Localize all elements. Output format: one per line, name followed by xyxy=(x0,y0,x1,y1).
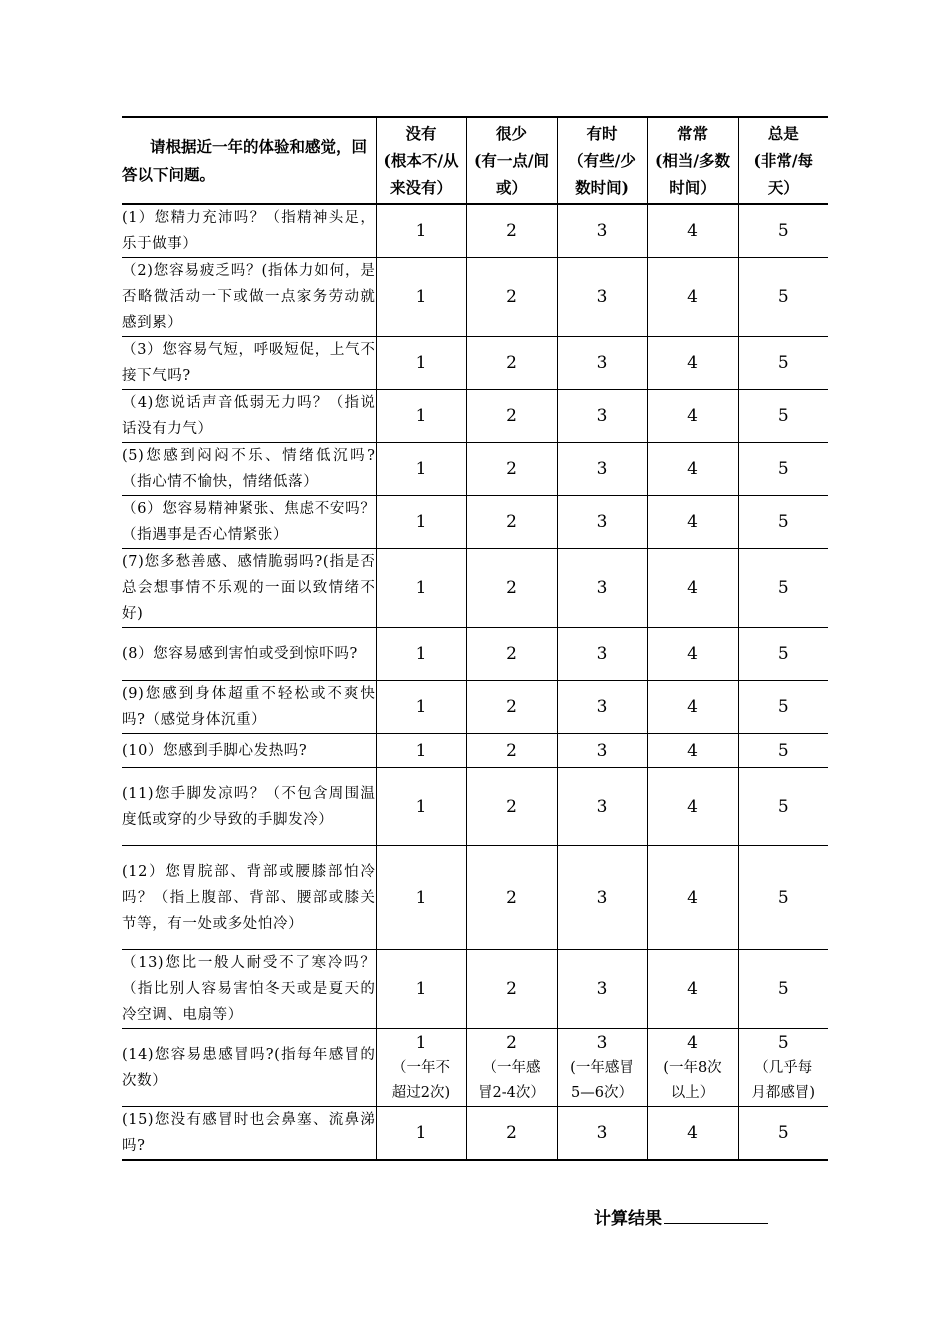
score-option-1[interactable] xyxy=(376,768,466,846)
instruction-header xyxy=(122,117,376,204)
score-option-3[interactable] xyxy=(557,204,647,258)
score-value: 1 xyxy=(415,796,427,817)
option-header-1 xyxy=(376,117,466,204)
score-option-3[interactable] xyxy=(557,496,647,549)
score-option-4[interactable] xyxy=(647,337,738,390)
score-value: 1 xyxy=(415,406,427,426)
question-text: (9)您感到身体超重不轻松或不爽快吗?（感觉身体沉重） xyxy=(122,681,376,734)
score-value: 3 xyxy=(596,221,608,241)
option-header-2 xyxy=(466,117,557,204)
score-value: 4 xyxy=(687,796,698,817)
score-value: 2 xyxy=(506,644,517,664)
score-value: 4 xyxy=(687,740,698,761)
score-option-5[interactable] xyxy=(738,1107,828,1161)
score-option-5[interactable] xyxy=(738,950,828,1029)
score-note: (一年8次 xyxy=(663,1059,722,1076)
score-value: 3 xyxy=(596,796,608,817)
score-option-5[interactable] xyxy=(738,390,828,443)
score-option-4[interactable] xyxy=(647,496,738,549)
score-option-2[interactable] xyxy=(466,950,557,1029)
score-option-5[interactable] xyxy=(738,258,828,337)
question-row xyxy=(122,1107,828,1161)
score-value: 1 xyxy=(415,459,427,479)
option-title: 总是 xyxy=(767,124,799,143)
result-blank[interactable] xyxy=(664,1205,768,1224)
option-header-3 xyxy=(557,117,647,204)
question-text: （13)您比一般人耐受不了寒冷吗？（指比别人容易害怕冬天或是夏天的冷空调、电扇等） xyxy=(122,950,376,1029)
score-value: 1 xyxy=(415,887,427,908)
score-option-4[interactable] xyxy=(647,768,738,846)
question-text: （2)您容易疲乏吗？(指体力如何，是否略微活动一下或做一点家务劳动就感到累） xyxy=(122,258,376,337)
score-value: 1 xyxy=(415,979,427,999)
question-text: （4)您说话声音低弱无力吗？（指说话没有力气） xyxy=(122,390,376,443)
score-value: 2 xyxy=(506,697,517,717)
score-value: 2 xyxy=(506,353,517,373)
score-value: 4 xyxy=(687,644,698,664)
score-value: 5 xyxy=(777,221,789,241)
score-option-2[interactable] xyxy=(466,681,557,734)
result-field xyxy=(594,1204,768,1229)
score-option-1[interactable] xyxy=(376,258,466,337)
questionnaire-table xyxy=(122,116,828,1161)
option-desc: (根本不/从 xyxy=(383,151,459,170)
score-option-3[interactable] xyxy=(557,734,647,768)
score-value: 2 xyxy=(506,459,517,479)
score-option-4[interactable] xyxy=(647,950,738,1029)
score-option-3[interactable] xyxy=(557,1029,647,1107)
score-option-5[interactable] xyxy=(738,681,828,734)
score-option-2[interactable] xyxy=(466,549,557,628)
question-row xyxy=(122,681,828,734)
score-note: 以上） xyxy=(670,1084,715,1101)
score-value: 2 xyxy=(506,287,517,307)
score-value: 3 xyxy=(596,697,608,717)
score-value: 2 xyxy=(506,406,517,426)
score-option-2[interactable] xyxy=(466,768,557,846)
score-value: 4 xyxy=(687,512,698,532)
score-option-1[interactable] xyxy=(376,204,466,258)
score-value: 1 xyxy=(415,1032,427,1053)
score-option-3[interactable] xyxy=(557,443,647,496)
score-option-1[interactable] xyxy=(376,950,466,1029)
question-text: (10）您感到手脚心发热吗? xyxy=(122,734,376,768)
score-value: 5 xyxy=(777,979,789,999)
question-row xyxy=(122,390,828,443)
instruction-text: 请根据近一年的体验和感觉，回答以下问题。 xyxy=(122,136,368,184)
score-option-1[interactable] xyxy=(376,496,466,549)
option-title: 很少 xyxy=(495,124,527,143)
option-desc: 来没有） xyxy=(389,178,452,197)
question-row xyxy=(122,734,828,768)
score-option-4[interactable] xyxy=(647,734,738,768)
score-value: 3 xyxy=(596,353,608,373)
score-value: 4 xyxy=(687,1123,698,1143)
score-value: 2 xyxy=(506,740,517,761)
option-desc: （有些/少 xyxy=(568,151,636,170)
score-value: 5 xyxy=(777,887,789,908)
option-desc: (有一点/间 xyxy=(474,151,549,170)
score-option-2[interactable] xyxy=(466,337,557,390)
score-option-4[interactable] xyxy=(647,204,738,258)
score-value: 5 xyxy=(777,644,789,664)
score-value: 2 xyxy=(506,796,517,817)
score-option-4[interactable] xyxy=(647,1107,738,1161)
score-option-3[interactable] xyxy=(557,950,647,1029)
question-row xyxy=(122,204,828,258)
score-option-1[interactable] xyxy=(376,1029,466,1107)
score-note: 冒2-4次） xyxy=(478,1084,545,1101)
score-option-3[interactable] xyxy=(557,337,647,390)
question-text: (7)您多愁善感、感情脆弱吗?(指是否总会想事情不乐观的一面以致情绪不好) xyxy=(122,549,376,628)
question-text: （6）您容易精神紧张、焦虑不安吗？（指遇事是否心情紧张） xyxy=(122,496,376,549)
score-value: 4 xyxy=(687,406,698,426)
score-option-3[interactable] xyxy=(557,681,647,734)
score-note: 月都感冒) xyxy=(751,1084,816,1101)
score-value: 3 xyxy=(596,979,608,999)
score-option-4[interactable] xyxy=(647,681,738,734)
score-value: 5 xyxy=(777,287,789,307)
score-value: 4 xyxy=(687,979,698,999)
score-value: 5 xyxy=(777,406,789,426)
score-value: 5 xyxy=(777,578,789,598)
score-option-2[interactable] xyxy=(466,443,557,496)
score-value: 4 xyxy=(687,578,698,598)
question-row xyxy=(122,443,828,496)
score-option-5[interactable] xyxy=(738,204,828,258)
score-value: 3 xyxy=(596,512,608,532)
option-desc: 数时间) xyxy=(575,178,629,197)
score-value: 5 xyxy=(777,1032,789,1053)
option-desc: (非常/每 xyxy=(753,151,813,170)
score-value: 5 xyxy=(777,1123,789,1143)
question-row xyxy=(122,258,828,337)
score-value: 2 xyxy=(506,221,517,241)
score-option-3[interactable] xyxy=(557,628,647,681)
score-option-1[interactable] xyxy=(376,628,466,681)
score-option-4[interactable] xyxy=(647,390,738,443)
score-value: 3 xyxy=(596,740,608,761)
score-value: 2 xyxy=(506,578,517,598)
score-value: 5 xyxy=(777,353,789,373)
score-value: 1 xyxy=(415,512,427,532)
score-note: （一年感 xyxy=(482,1059,541,1076)
score-value: 5 xyxy=(777,459,789,479)
score-option-4[interactable] xyxy=(647,443,738,496)
score-value: 2 xyxy=(506,979,517,999)
score-option-1[interactable] xyxy=(376,443,466,496)
question-row xyxy=(122,950,828,1029)
option-title: 常常 xyxy=(676,124,708,143)
score-option-4[interactable] xyxy=(647,1029,738,1107)
score-option-2[interactable] xyxy=(466,1029,557,1107)
score-option-1[interactable] xyxy=(376,390,466,443)
question-text: (15)您没有感冒时也会鼻塞、流鼻涕吗? xyxy=(122,1107,376,1161)
score-option-5[interactable] xyxy=(738,1029,828,1107)
score-option-2[interactable] xyxy=(466,390,557,443)
option-desc: (相当/多数 xyxy=(655,151,730,170)
score-option-3[interactable] xyxy=(557,258,647,337)
score-option-4[interactable] xyxy=(647,628,738,681)
score-option-3[interactable] xyxy=(557,549,647,628)
score-value: 1 xyxy=(415,740,427,761)
score-option-1[interactable] xyxy=(376,549,466,628)
score-option-5[interactable] xyxy=(738,628,828,681)
score-value: 4 xyxy=(687,1032,698,1053)
score-value: 4 xyxy=(687,221,698,241)
score-value: 2 xyxy=(506,512,517,532)
question-text: (14)您容易患感冒吗?(指每年感冒的次数） xyxy=(122,1029,376,1107)
score-option-2[interactable] xyxy=(466,496,557,549)
score-value: 1 xyxy=(415,697,427,717)
score-value: 1 xyxy=(415,287,427,307)
score-option-5[interactable] xyxy=(738,496,828,549)
option-desc: 或） xyxy=(495,178,527,197)
score-value: 4 xyxy=(687,697,698,717)
score-option-3[interactable] xyxy=(557,390,647,443)
score-value: 3 xyxy=(596,644,608,664)
score-option-5[interactable] xyxy=(738,549,828,628)
score-option-2[interactable] xyxy=(466,846,557,950)
score-option-2[interactable] xyxy=(466,734,557,768)
score-option-3[interactable] xyxy=(557,846,647,950)
option-desc: 时间） xyxy=(669,178,716,197)
option-header-5 xyxy=(738,117,828,204)
score-value: 5 xyxy=(777,697,789,717)
question-row xyxy=(122,496,828,549)
score-value: 1 xyxy=(415,353,427,373)
result-label: 计算结果 xyxy=(594,1209,662,1229)
question-text: (5)您感到闷闷不乐、情绪低沉吗?（指心情不愉快，情绪低落） xyxy=(122,443,376,496)
score-option-2[interactable] xyxy=(466,1107,557,1161)
question-text: (12）您胃脘部、背部或腰膝部怕冷吗？（指上腹部、背部、腰部或膝关节等，有一处或多处怕冷） xyxy=(122,846,376,950)
option-header-4 xyxy=(647,117,738,204)
score-value: 4 xyxy=(687,353,698,373)
score-value: 3 xyxy=(596,1123,608,1143)
question-text: (1）您精力充沛吗？（指精神头足，乐于做事） xyxy=(122,204,376,258)
score-value: 3 xyxy=(596,287,608,307)
score-value: 5 xyxy=(777,512,789,532)
option-title: 有时 xyxy=(586,124,618,143)
score-value: 3 xyxy=(596,459,608,479)
score-note: 5—6次） xyxy=(571,1084,633,1101)
question-row xyxy=(122,768,828,846)
score-value: 3 xyxy=(596,1032,608,1053)
score-value: 1 xyxy=(415,221,427,241)
score-note: (一年感冒 xyxy=(570,1059,634,1076)
score-value: 4 xyxy=(687,887,698,908)
score-value: 3 xyxy=(596,887,608,908)
question-row xyxy=(122,628,828,681)
question-row xyxy=(122,337,828,390)
score-value: 2 xyxy=(506,887,517,908)
score-value: 2 xyxy=(506,1123,517,1143)
score-note: （一年不 xyxy=(392,1059,450,1076)
score-option-3[interactable] xyxy=(557,768,647,846)
question-row xyxy=(122,549,828,628)
question-text: (11)您手脚发凉吗？（不包含周围温度低或穿的少导致的手脚发冷） xyxy=(122,768,376,846)
score-option-2[interactable] xyxy=(466,628,557,681)
score-value: 1 xyxy=(415,578,427,598)
score-option-2[interactable] xyxy=(466,204,557,258)
score-option-1[interactable] xyxy=(376,1107,466,1161)
score-option-5[interactable] xyxy=(738,443,828,496)
score-value: 5 xyxy=(777,740,789,761)
score-value: 1 xyxy=(415,1123,427,1143)
score-option-4[interactable] xyxy=(647,846,738,950)
score-option-5[interactable] xyxy=(738,337,828,390)
score-option-1[interactable] xyxy=(376,337,466,390)
score-value: 4 xyxy=(687,459,698,479)
question-row xyxy=(122,846,828,950)
score-option-5[interactable] xyxy=(738,734,828,768)
score-option-5[interactable] xyxy=(738,846,828,950)
score-option-5[interactable] xyxy=(738,768,828,846)
option-title: 没有 xyxy=(405,124,437,143)
score-option-1[interactable] xyxy=(376,734,466,768)
score-value: 3 xyxy=(596,578,608,598)
score-value: 5 xyxy=(777,796,789,817)
score-option-3[interactable] xyxy=(557,1107,647,1161)
question-rows xyxy=(122,204,828,1160)
question-text: (8）您容易感到害怕或受到惊吓吗? xyxy=(122,628,376,681)
score-option-4[interactable] xyxy=(647,549,738,628)
header-row xyxy=(122,117,828,204)
score-value: 2 xyxy=(506,1032,517,1053)
option-desc: 天） xyxy=(767,178,799,197)
score-option-2[interactable] xyxy=(466,258,557,337)
score-option-1[interactable] xyxy=(376,681,466,734)
score-option-4[interactable] xyxy=(647,258,738,337)
question-row xyxy=(122,1029,828,1107)
score-note: 超过2次) xyxy=(391,1084,451,1101)
score-value: 3 xyxy=(596,406,608,426)
score-value: 1 xyxy=(415,644,427,664)
score-note: （几乎每 xyxy=(754,1059,813,1076)
question-text: （3）您容易气短，呼吸短促，上气不接下气吗? xyxy=(122,337,376,390)
score-option-1[interactable] xyxy=(376,846,466,950)
score-value: 4 xyxy=(687,287,698,307)
